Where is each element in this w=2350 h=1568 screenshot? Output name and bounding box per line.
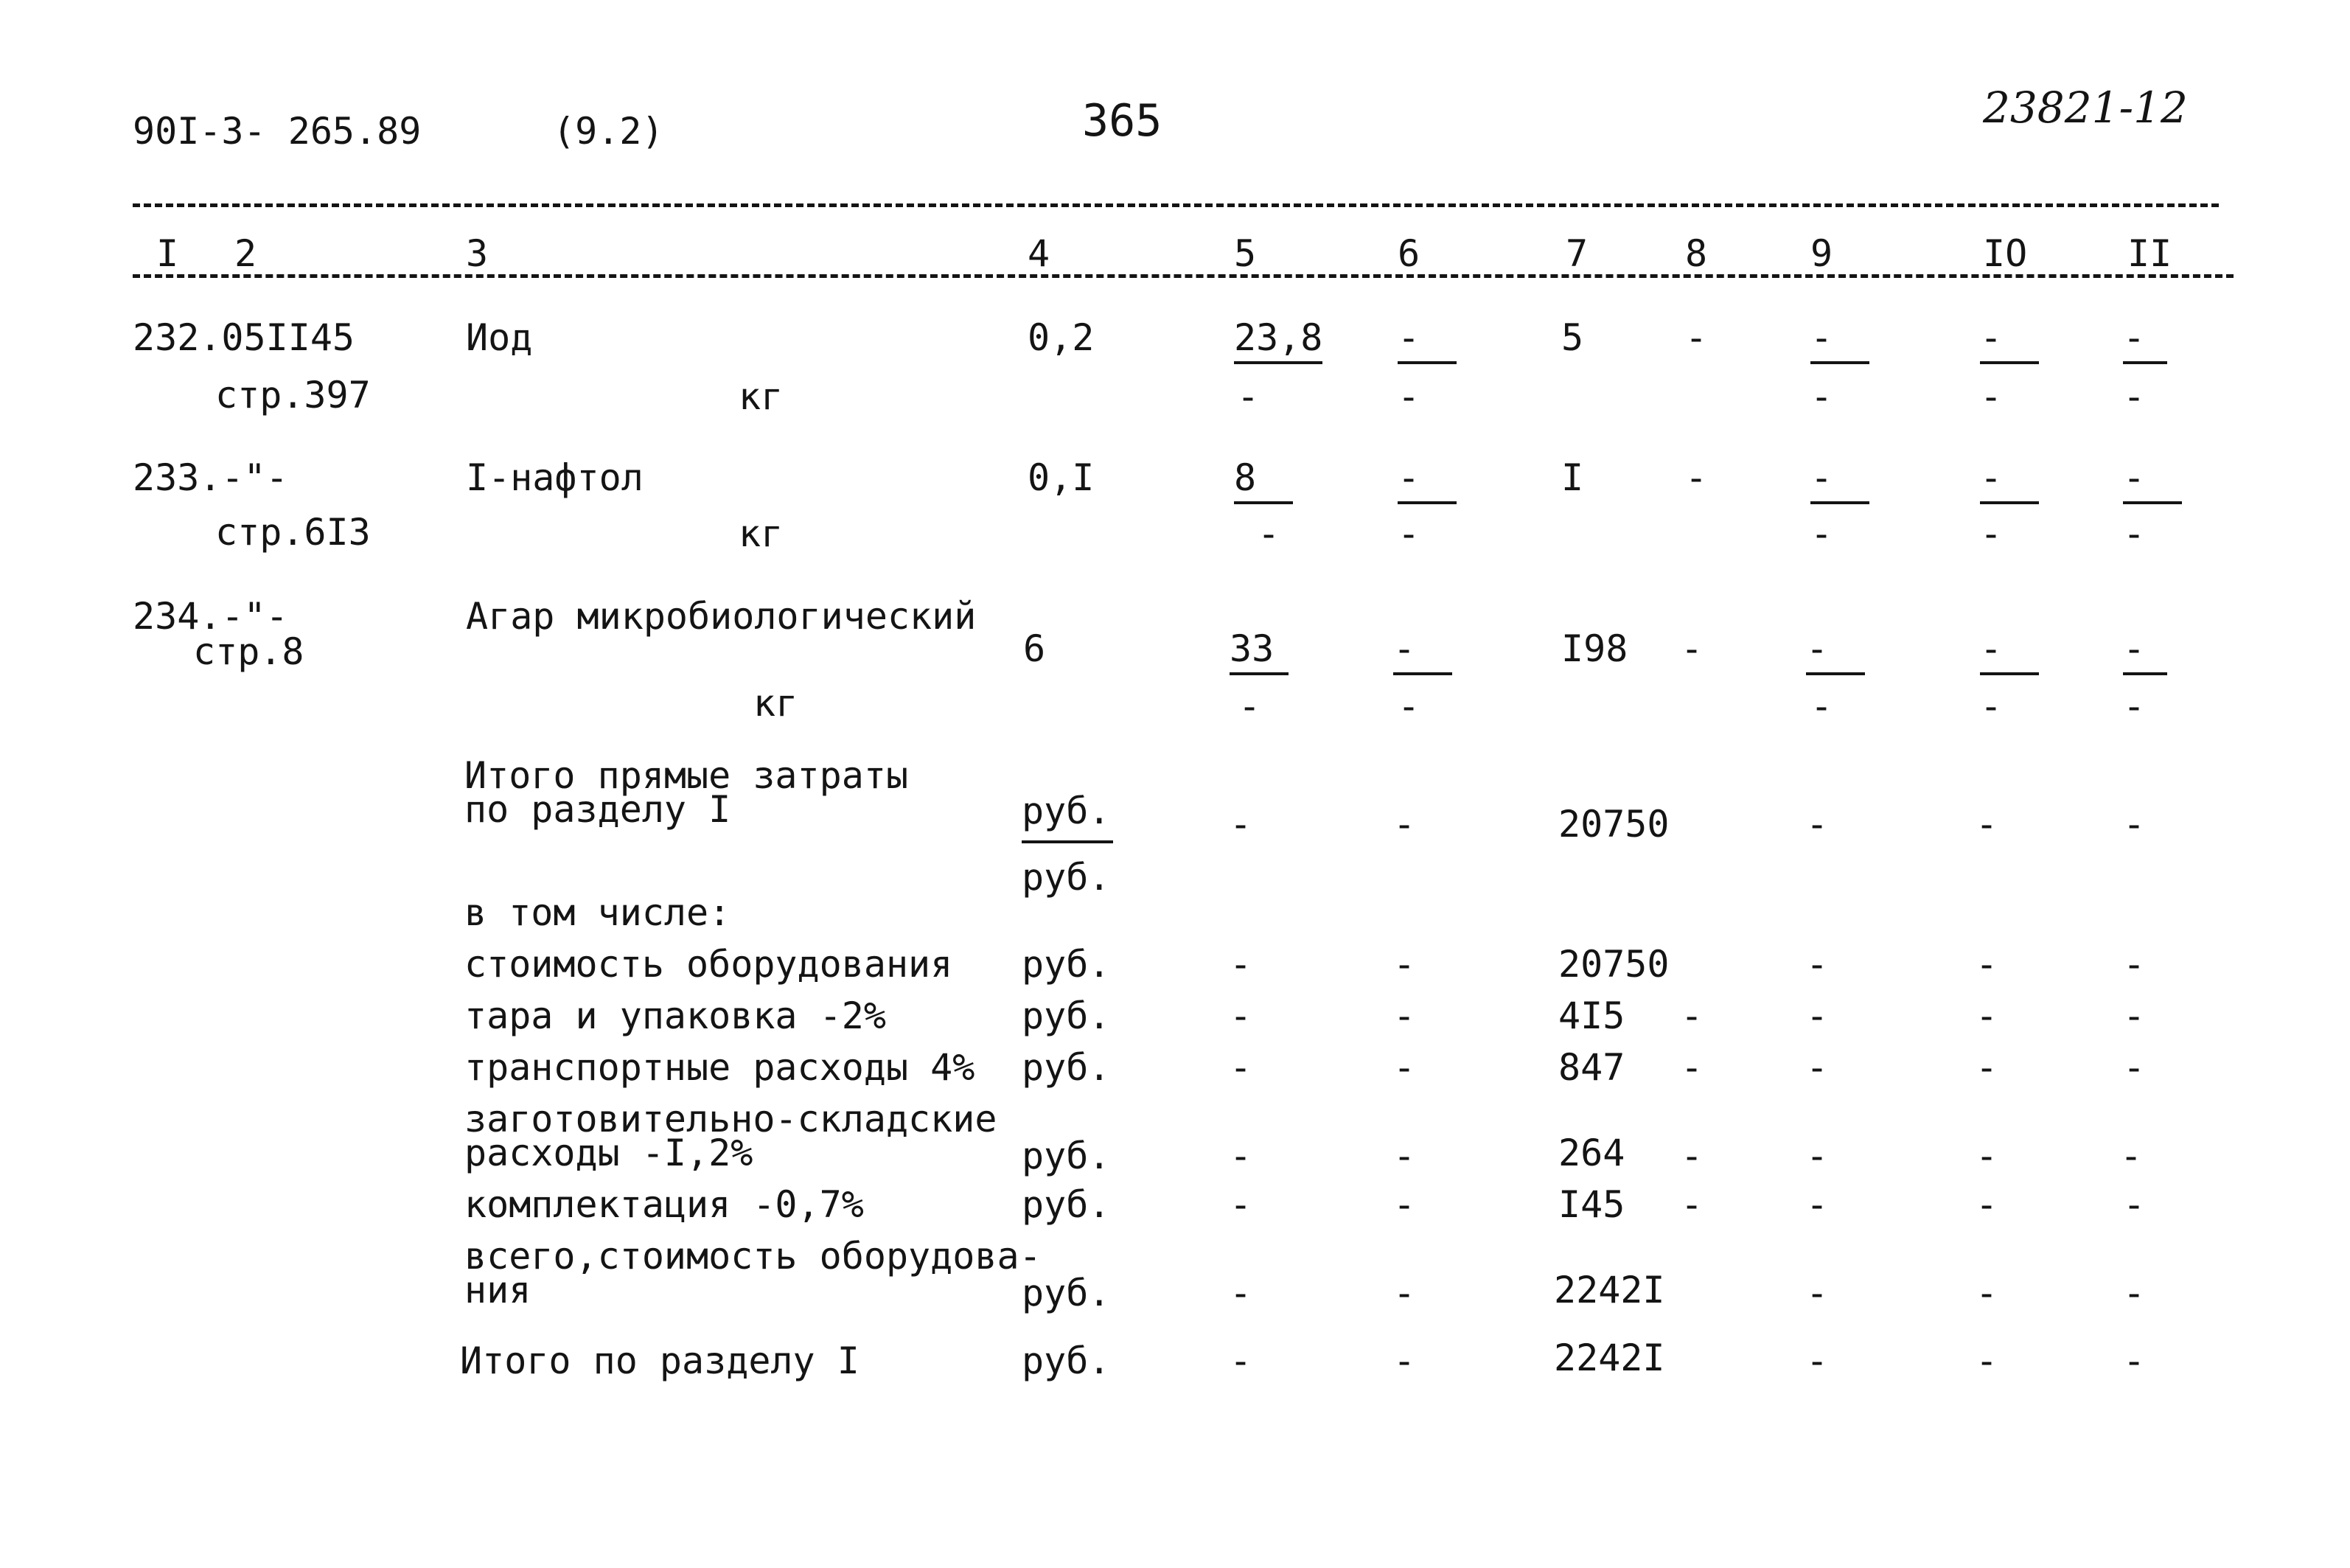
item-c10: -: [1980, 457, 2039, 504]
item-c10: -: [1980, 317, 2039, 364]
col-header-7: 7: [1566, 232, 1589, 275]
item-code: 233.-"-: [133, 456, 288, 499]
item-name: Агар микробиологический: [466, 595, 977, 638]
item-c11: -: [2123, 628, 2167, 675]
cost-row-c9: -: [1806, 943, 1829, 986]
item-unit: кг: [739, 512, 784, 555]
procurement-label-2: расходы -I,2%: [464, 1132, 753, 1174]
cost-row-c6: -: [1393, 1046, 1416, 1089]
item-c9-sub: -: [1810, 375, 1833, 418]
item-unit: кг: [753, 682, 798, 725]
cost-row-c10: -: [1976, 994, 1998, 1037]
item-qty: 0,I: [1028, 456, 1095, 499]
item-c9-sub: -: [1810, 685, 1833, 728]
cost-row-c10: -: [1976, 943, 1998, 986]
section-total-label: Итого по разделу I: [460, 1339, 860, 1382]
including-label: в том числе:: [464, 891, 731, 934]
col-header-1: I: [156, 232, 179, 275]
item-c6: -: [1398, 457, 1457, 504]
item-c6-sub: -: [1398, 512, 1420, 555]
col-header-3: 3: [466, 232, 489, 275]
cost-row-c8: -: [1681, 994, 1704, 1037]
col-header-5: 5: [1234, 232, 1257, 275]
procurement-c10: -: [1976, 1135, 1998, 1177]
item-price: 8: [1234, 457, 1293, 504]
item-price-sub: -: [1237, 375, 1260, 418]
cost-row-c5: -: [1230, 943, 1252, 986]
col-header-10: IO: [1983, 232, 2028, 275]
section-total-c11: -: [2123, 1339, 2146, 1382]
item-code: 234.-"-: [133, 595, 288, 638]
item-c6: -: [1398, 317, 1457, 364]
header-rule-bottom: [133, 274, 2234, 278]
direct-c6: -: [1393, 803, 1416, 846]
procurement-c7: 264: [1558, 1132, 1625, 1174]
direct-c9: -: [1806, 803, 1829, 846]
cost-row-c7: 20750: [1558, 943, 1670, 986]
equipment-total-c5: -: [1230, 1272, 1252, 1314]
cost-row-unit: руб.: [1022, 1046, 1111, 1089]
cost-row-c8: -: [1681, 1046, 1704, 1089]
cost-row-c7: 4I5: [1558, 994, 1625, 1037]
cost-row-unit: руб.: [1022, 943, 1111, 986]
equipment-total-label-2: ния: [464, 1269, 531, 1311]
direct-c11: -: [2123, 803, 2146, 846]
item-unit: кг: [739, 375, 784, 418]
item-price-sub: -: [1258, 512, 1280, 555]
kit-unit: руб.: [1022, 1183, 1111, 1226]
direct-costs-unit-2: руб.: [1022, 856, 1111, 899]
cost-row-c10: -: [1976, 1046, 1998, 1089]
item-c11: -: [2123, 317, 2167, 364]
equipment-total-c9: -: [1806, 1272, 1829, 1314]
cost-row-unit: руб.: [1022, 994, 1111, 1037]
cost-row-c6: -: [1393, 994, 1416, 1037]
procurement-c11: -: [2120, 1135, 2143, 1177]
item-c9: -: [1810, 457, 1869, 504]
cost-row-label: стоимость оборудования: [464, 943, 953, 986]
item-total: 5: [1561, 316, 1584, 359]
procurement-label: заготовительно-складские: [464, 1098, 997, 1140]
section-total-c5: -: [1230, 1339, 1252, 1382]
cost-row-c6: -: [1393, 943, 1416, 986]
equipment-total-c6: -: [1393, 1272, 1416, 1314]
col-header-6: 6: [1398, 232, 1420, 275]
item-total: I98: [1561, 627, 1628, 670]
procurement-c6: -: [1393, 1135, 1416, 1177]
cost-row-c9: -: [1806, 994, 1829, 1037]
section-total-c6: -: [1393, 1339, 1416, 1382]
procurement-unit: руб.: [1022, 1135, 1111, 1177]
kit-label: комплектация -0,7%: [464, 1183, 864, 1226]
cost-row-c9: -: [1806, 1046, 1829, 1089]
cost-row-c11: -: [2123, 994, 2146, 1037]
item-c11-sub: -: [2123, 512, 2146, 555]
item-total: I: [1561, 456, 1584, 499]
cost-row-c5: -: [1230, 994, 1252, 1037]
direct-c5: -: [1230, 803, 1252, 846]
section-number: (9.2): [553, 110, 664, 153]
cost-row-label: тара и упаковка -2%: [464, 994, 886, 1037]
kit-c6: -: [1393, 1183, 1416, 1226]
kit-c9: -: [1806, 1183, 1829, 1226]
procurement-c8: -: [1681, 1135, 1704, 1177]
section-total-c7: 2242I: [1554, 1337, 1665, 1379]
section-total-c10: -: [1976, 1339, 1998, 1382]
col-header-11: II: [2127, 232, 2172, 275]
item-c6-sub: -: [1398, 375, 1420, 418]
item-ref: стр.8: [193, 630, 304, 673]
doc-code: 90I-3- 265.89: [133, 110, 422, 153]
direct-c10: -: [1976, 803, 1998, 846]
item-c10-sub: -: [1980, 375, 2003, 418]
item-c9-sub: -: [1810, 512, 1833, 555]
direct-costs-label-2: по разделу I: [464, 788, 731, 831]
direct-c7: 20750: [1558, 803, 1670, 846]
item-c8: -: [1685, 316, 1708, 359]
cost-row-label: транспортные расходы 4%: [464, 1046, 975, 1089]
kit-c8: -: [1681, 1183, 1704, 1226]
handwritten-reference: 23821-12: [1983, 83, 2188, 133]
equipment-total-label: всего,стоимость оборудова-: [464, 1235, 1042, 1278]
equipment-total-unit: руб.: [1022, 1272, 1111, 1314]
page-number: 365: [1082, 95, 1162, 147]
item-name: Иод: [466, 316, 533, 359]
item-c10: -: [1980, 628, 2039, 675]
equipment-total-c10: -: [1976, 1272, 1998, 1314]
procurement-c5: -: [1230, 1135, 1252, 1177]
unit-fraction-line: [1022, 840, 1113, 843]
item-price-sub: -: [1238, 685, 1261, 728]
item-c8: -: [1681, 627, 1704, 670]
procurement-c9: -: [1806, 1135, 1829, 1177]
item-name: I-нафтол: [466, 456, 644, 499]
cost-row-c7: 847: [1558, 1046, 1625, 1089]
kit-c5: -: [1230, 1183, 1252, 1226]
col-header-8: 8: [1685, 232, 1708, 275]
item-c6-sub: -: [1398, 685, 1420, 728]
item-qty: 6: [1023, 627, 1046, 670]
item-price: 33: [1230, 628, 1289, 675]
item-qty: 0,2: [1028, 316, 1095, 359]
section-total-c9: -: [1806, 1339, 1829, 1382]
item-c6: -: [1393, 628, 1452, 675]
col-header-9: 9: [1810, 232, 1833, 275]
header-rule-top: [133, 203, 2219, 207]
item-c9: -: [1810, 317, 1869, 364]
item-ref: стр.6I3: [215, 511, 371, 554]
cost-row-c11: -: [2123, 1046, 2146, 1089]
section-total-unit: руб.: [1022, 1339, 1111, 1382]
kit-c10: -: [1976, 1183, 1998, 1226]
item-c10-sub: -: [1980, 685, 2003, 728]
kit-c7: I45: [1558, 1183, 1625, 1226]
cost-row-c5: -: [1230, 1046, 1252, 1089]
item-c11: -: [2123, 457, 2182, 504]
cost-row-c11: -: [2123, 943, 2146, 986]
item-c10-sub: -: [1980, 512, 2003, 555]
kit-c11: -: [2123, 1183, 2146, 1226]
item-ref: стр.397: [215, 374, 371, 417]
direct-costs-label: Итого прямые затраты: [464, 754, 909, 797]
direct-costs-unit: руб.: [1022, 790, 1111, 832]
equipment-total-c11: -: [2123, 1272, 2146, 1314]
col-header-4: 4: [1028, 232, 1050, 275]
item-c11-sub: -: [2123, 375, 2146, 418]
item-c11-sub: -: [2123, 685, 2146, 728]
equipment-total-c7: 2242I: [1554, 1269, 1665, 1311]
item-code: 232.05II45: [133, 316, 355, 359]
item-c9: -: [1806, 628, 1865, 675]
col-header-2: 2: [234, 232, 257, 275]
item-c8: -: [1685, 456, 1708, 499]
item-price: 23,8: [1234, 317, 1322, 364]
